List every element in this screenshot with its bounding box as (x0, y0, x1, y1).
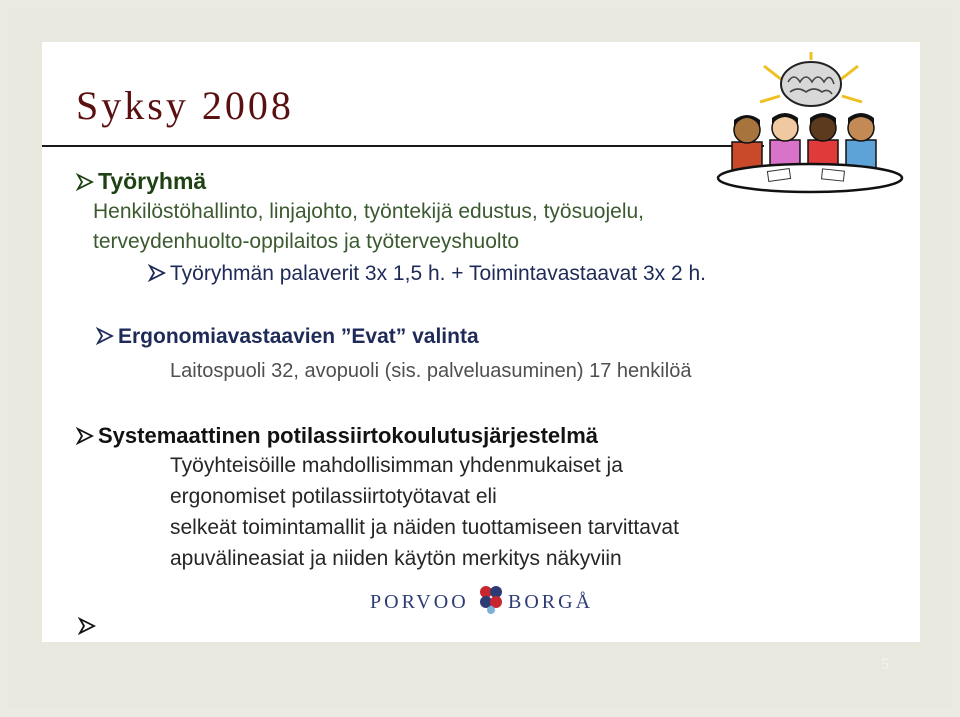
para-line-2: ergonomiset potilassiirtotyötavat eli (170, 485, 497, 508)
text-line-2: terveydenhuolto-oppilaitos ja työterveyshuolto (93, 230, 520, 253)
page-number: 5 (881, 656, 889, 673)
heading-systemaattinen: Systemaattinen potilassiirtokoulutusjärjestelmä (98, 423, 599, 448)
para-line-3: selkeät toimintamallit ja näiden tuottamiseen tarvittavat (170, 516, 679, 539)
arrowhead-bullet-icon (78, 617, 96, 635)
team-brainstorm-icon (712, 52, 908, 194)
title-rule (42, 145, 764, 147)
arrowhead-bullet-icon (148, 264, 166, 282)
arrowhead-bullet-icon (76, 427, 94, 445)
slide-title: Syksy 2008 (76, 83, 294, 128)
para-line-4: apuvälineasiat ja niiden käytön merkitys näkyviin (170, 547, 622, 570)
bullet-palaverit (170, 262, 706, 286)
logo-text-porvoo: PORVOO (370, 591, 469, 613)
arrowhead-bullet-icon (96, 327, 114, 345)
bullet-tyoryhma (76, 168, 206, 195)
logo-text-borga: BORGÅ (508, 591, 594, 613)
text-line-3: Laitospuoli 32, avopuoli (sis. palveluasuminen) 17 henkilöä (170, 360, 692, 382)
flower-emblem-icon (478, 583, 504, 617)
text-line-1: Henkilöstöhallinto, linjajohto, työntekijä edustus, työsuojelu, (93, 200, 644, 223)
text-palaverit: Työryhmän palaverit 3x 1,5 h. + Toimintavastaavat 3x 2 h. (170, 262, 706, 285)
heading-tyoryhma: Työryhmä (98, 168, 207, 194)
heading-ergonomia: Ergonomiavastaavien ”Evat” valinta (118, 325, 479, 348)
bullet-ergonomia (96, 325, 479, 349)
para-line-1: Työyhteisöille mahdollisimman yhdenmukaiset ja (170, 454, 623, 477)
porvoo-borga-logo (370, 583, 610, 619)
bullet-systemaattinen (76, 423, 598, 449)
arrowhead-bullet-icon (76, 173, 94, 191)
